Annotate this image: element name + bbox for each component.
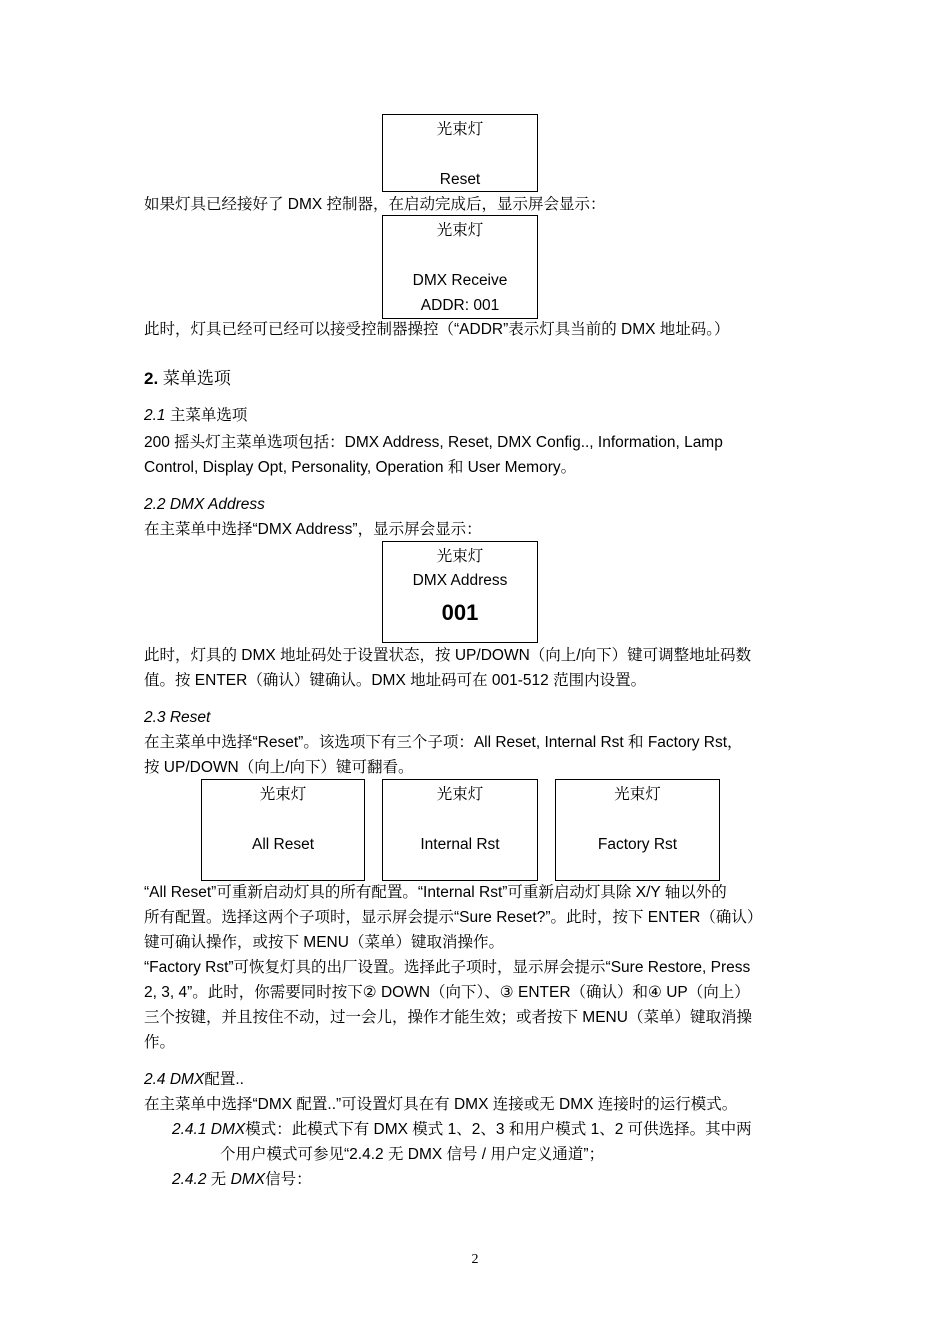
- display-title: 光束灯: [436, 548, 484, 565]
- item-text: 无: [210, 1171, 227, 1188]
- item-label: DMX: [210, 1121, 246, 1138]
- paragraph-line: 在主菜单中选择“DMX Address”，显示屏会显示：: [144, 521, 482, 538]
- paragraph-line: 在主菜单中选择“Reset”。该选项下有三个子项：All Reset, Internal Rst 和 Factory Rst，: [144, 734, 743, 751]
- display-box-reset: [382, 114, 538, 192]
- display-line: Internal Rst: [420, 836, 500, 853]
- list-item-continuation: 个用户模式可参见“2.4.2 无 DMX 信号 / 用户定义通道”；: [220, 1146, 605, 1163]
- display-line: DMX Address: [412, 572, 508, 589]
- subsection-title: 主菜单选项: [169, 407, 248, 424]
- display-title: 光束灯: [436, 222, 484, 239]
- item-number: 2.4.1: [172, 1121, 207, 1138]
- subsection-number: 2.1: [144, 407, 166, 424]
- paragraph-line: 键可确认操作，或按下 MENU（菜单）键取消操作。: [144, 934, 504, 951]
- item-number: 2.4.2: [172, 1171, 207, 1188]
- paragraph-line: 按 UP/DOWN（向上/向下）键可翻看。: [144, 759, 414, 776]
- subsection-heading-2-4: [144, 1070, 244, 1090]
- section-title: 菜单选项: [162, 369, 231, 388]
- list-item-2-4-1: [172, 1120, 752, 1140]
- display-box-receive: [382, 215, 538, 319]
- display-title: 光束灯: [259, 786, 307, 803]
- paragraph-connected: 如果灯具已经接好了 DMX 控制器，在启动完成后，显示屏会显示：: [144, 196, 606, 213]
- paragraph-line: 此时，灯具的 DMX 地址码处于设置状态，按 UP/DOWN（向上/向下）键可调整地址码数: [144, 647, 752, 664]
- display-line: Reset: [439, 171, 481, 188]
- subsection-title: 配置..: [204, 1071, 244, 1088]
- paragraph-line: 2, 3, 4”。此时，你需要同时按下② DOWN（向下）、③ ENTER（确认）和④ UP（向上）: [144, 984, 750, 1001]
- display-box-internal-rst: [382, 779, 538, 881]
- display-box-all-reset: [201, 779, 365, 881]
- item-text: 模式：此模式下有 DMX 模式 1、2、3 和用户模式 1、2 可供选择。其中两: [245, 1121, 752, 1138]
- display-title: 光束灯: [436, 121, 484, 138]
- item-label: DMX: [230, 1171, 266, 1188]
- subsection-heading-2-2: 2.2 DMX Address: [144, 496, 265, 513]
- display-title: 光束灯: [436, 786, 484, 803]
- section-heading: [144, 368, 231, 390]
- paragraph-line: 所有配置。选择这两个子项时，显示屏会提示“Sure Reset?”。此时，按下 ENTER（确认）: [144, 909, 763, 926]
- paragraph-line: 在主菜单中选择“DMX 配置..”可设置灯具在有 DMX 连接或无 DMX 连接时的运行模式。: [144, 1096, 738, 1113]
- list-item-2-4-2: [172, 1170, 312, 1190]
- display-box-factory-rst: [555, 779, 720, 881]
- subsection-heading-2-3: 2.3 Reset: [144, 709, 211, 726]
- paragraph-line: 作。: [144, 1034, 176, 1051]
- display-line: All Reset: [251, 836, 315, 853]
- subsection-heading-2-1: [144, 406, 247, 426]
- paragraph-line: “Factory Rst”可恢复灯具的出厂设置。选择此子项时，显示屏会提示“Sure Restore, Press: [144, 959, 751, 976]
- display-line: DMX Receive: [412, 272, 508, 289]
- display-title: 光束灯: [614, 786, 661, 803]
- display-line: Factory Rst: [597, 836, 678, 853]
- paragraph-addr-note: 此时，灯具已经可已经可以接受控制器操控（“ADDR”表示灯具当前的 DMX 地址码。）: [144, 321, 730, 338]
- item-text: 信号：: [265, 1171, 312, 1188]
- paragraph-line: 三个按键，并且按住不动，过一会儿，操作才能生效；或者按下 MENU（菜单）键取消操: [144, 1009, 752, 1026]
- subsection-number: 2.4 DMX: [144, 1071, 205, 1088]
- paragraph-line: 值。按 ENTER（确认）键确认。DMX 地址码可在 001-512 范围内设置。: [144, 672, 647, 689]
- display-value: 001: [441, 600, 479, 625]
- paragraph-line: “All Reset”可重新启动灯具的所有配置。“Internal Rst”可重新启动灯具除 X/Y 轴以外的: [144, 884, 727, 901]
- display-box-address: [382, 541, 538, 643]
- section-number: 2.: [144, 369, 159, 388]
- paragraph-line: 200 摇头灯主菜单选项包括：DMX Address, Reset, DMX Config.., Information, Lamp: [144, 434, 723, 451]
- paragraph-line: Control, Display Opt, Personality, Operation 和 User Memory。: [144, 459, 577, 476]
- display-line: ADDR: 001: [420, 297, 500, 314]
- page-number: 2: [471, 1252, 479, 1267]
